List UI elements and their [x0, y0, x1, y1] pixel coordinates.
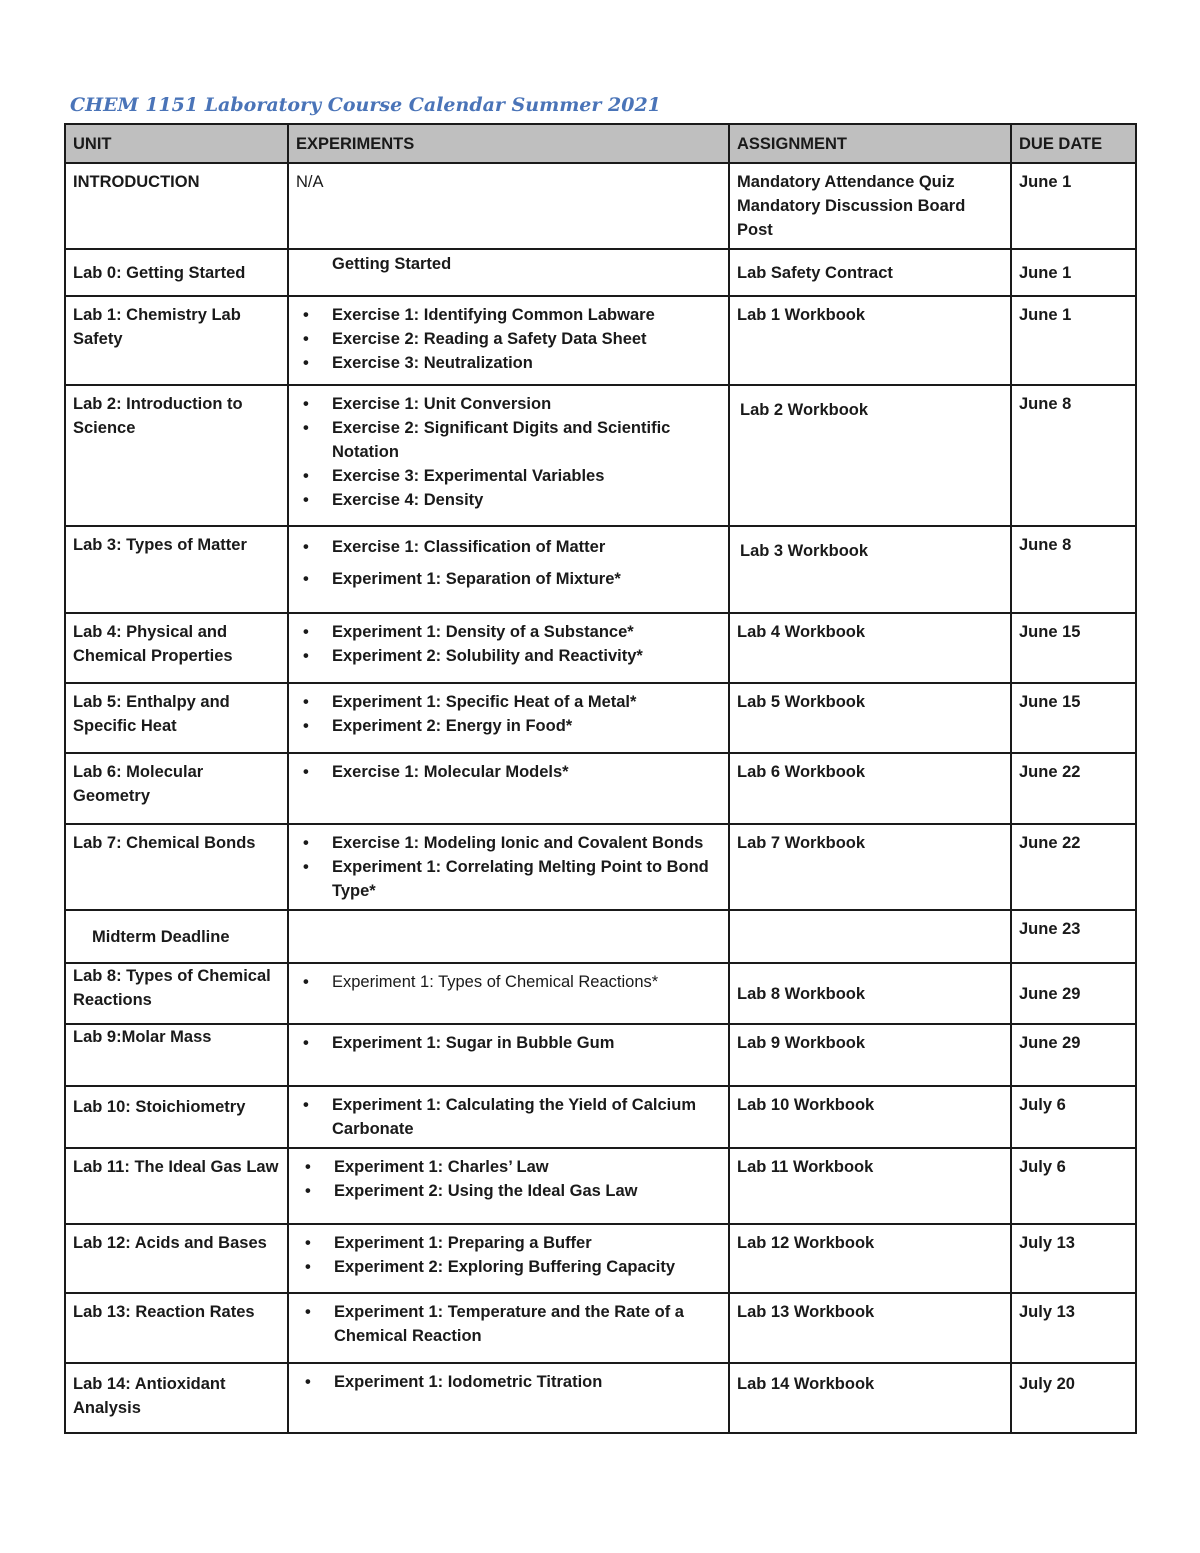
experiment-item: • Experiment 1: Types of Chemical Reactions* — [332, 970, 721, 994]
assignment-cell: Lab 9 Workbook — [729, 1024, 1011, 1086]
experiment-list — [296, 970, 721, 994]
experiments-cell — [288, 1293, 729, 1363]
experiment-item: • Exercise 3: Neutralization — [332, 351, 721, 375]
table-row — [65, 613, 1136, 683]
experiments-cell — [288, 824, 729, 910]
experiment-list — [296, 690, 721, 738]
assignment-cell: Lab 5 Workbook — [729, 683, 1011, 753]
unit-cell: Lab 2: Introduction to Science — [65, 385, 288, 526]
experiment-item: • Experiment 1: Density of a Substance* — [332, 620, 721, 644]
due-date-cell: June 1 — [1011, 296, 1136, 385]
table-row — [65, 1024, 1136, 1086]
assignment-cell: Lab 1 Workbook — [729, 296, 1011, 385]
experiments-cell — [288, 1024, 729, 1086]
experiment-item: • Experiment 1: Calculating the Yield of Calcium Carbonate — [332, 1093, 721, 1141]
due-date-cell: June 22 — [1011, 753, 1136, 824]
document-title: CHEM 1151 Laboratory Course Calendar Summer 2021 — [70, 94, 661, 116]
experiment-item: • Experiment 1: Separation of Mixture* — [332, 567, 721, 591]
experiment-list — [296, 1231, 721, 1279]
unit-cell: Lab 0: Getting Started — [65, 249, 288, 296]
table-row — [65, 1363, 1136, 1433]
due-date-cell: June 29 — [1011, 1024, 1136, 1086]
experiment-item: • Exercise 4: Density — [332, 488, 721, 512]
experiments-cell — [288, 683, 729, 753]
assignment-cell: Lab 14 Workbook — [729, 1363, 1011, 1433]
due-date-cell: June 23 — [1011, 910, 1136, 963]
header-experiments: EXPERIMENTS — [288, 124, 729, 163]
due-date-cell: July 6 — [1011, 1086, 1136, 1148]
assignment-cell: Lab 12 Workbook — [729, 1224, 1011, 1293]
experiment-list — [296, 831, 721, 903]
experiment-item: • Exercise 1: Modeling Ionic and Covalent Bonds — [332, 831, 721, 855]
table-row — [65, 1148, 1136, 1224]
header-due-date: DUE DATE — [1011, 124, 1136, 163]
unit-cell: Lab 14: Antioxidant Analysis — [65, 1363, 288, 1433]
assignment-cell — [729, 163, 1011, 249]
assignment-cell — [729, 910, 1011, 963]
experiment-list — [296, 535, 721, 591]
table-row — [65, 1224, 1136, 1293]
due-date-cell: June 29 — [1011, 963, 1136, 1024]
experiment-item: • Exercise 2: Significant Digits and Scientific Notation — [332, 416, 721, 464]
assignment-cell: Lab 10 Workbook — [729, 1086, 1011, 1148]
unit-cell: Lab 1: Chemistry Lab Safety — [65, 296, 288, 385]
experiment-item: • Experiment 1: Charles’ Law — [334, 1155, 721, 1179]
due-date-cell: July 13 — [1011, 1224, 1136, 1293]
experiment-list — [296, 760, 721, 784]
experiments-cell — [288, 1086, 729, 1148]
unit-cell: Lab 11: The Ideal Gas Law — [65, 1148, 288, 1224]
experiments-cell — [288, 1148, 729, 1224]
assignment-cell: Lab 13 Workbook — [729, 1293, 1011, 1363]
unit-cell: Lab 12: Acids and Bases — [65, 1224, 288, 1293]
table-row — [65, 249, 1136, 296]
experiments-cell — [288, 1224, 729, 1293]
unit-cell: Midterm Deadline — [65, 910, 288, 963]
due-date-cell: June 8 — [1011, 385, 1136, 526]
experiments-cell — [288, 385, 729, 526]
due-date-cell: June 15 — [1011, 613, 1136, 683]
table-row — [65, 296, 1136, 385]
experiment-item: • Experiment 1: Sugar in Bubble Gum — [332, 1031, 721, 1055]
assignment-item: Mandatory Discussion Board Post — [737, 197, 966, 239]
header-unit: UNIT — [65, 124, 288, 163]
experiment-item: • Exercise 1: Classification of Matter — [332, 535, 721, 559]
unit-cell: Lab 5: Enthalpy and Specific Heat — [65, 683, 288, 753]
due-date-cell: June 1 — [1011, 163, 1136, 249]
experiment-item: • Exercise 3: Experimental Variables — [332, 464, 721, 488]
experiment-list — [296, 1031, 721, 1055]
unit-cell: Lab 6: Molecular Geometry — [65, 753, 288, 824]
unit-cell: Lab 13: Reaction Rates — [65, 1293, 288, 1363]
experiment-item: • Exercise 1: Molecular Models* — [332, 760, 721, 784]
unit-cell: Lab 10: Stoichiometry — [65, 1086, 288, 1148]
experiment-item: • Experiment 2: Exploring Buffering Capacity — [334, 1255, 721, 1279]
unit-cell: Lab 3: Types of Matter — [65, 526, 288, 613]
assignment-cell: Lab 7 Workbook — [729, 824, 1011, 910]
experiments-cell — [288, 613, 729, 683]
due-date-cell: June 22 — [1011, 824, 1136, 910]
experiment-item: • Experiment 1: Iodometric Titration — [334, 1370, 721, 1394]
experiments-cell — [288, 249, 729, 296]
experiments-cell — [288, 526, 729, 613]
experiment-item: • Experiment 1: Correlating Melting Point to Bond Type* — [332, 855, 721, 903]
experiment-item: • Experiment 1: Specific Heat of a Metal* — [332, 690, 721, 714]
due-date-cell: July 6 — [1011, 1148, 1136, 1224]
assignment-cell: Lab 2 Workbook — [729, 385, 1011, 526]
due-date-cell: July 13 — [1011, 1293, 1136, 1363]
experiment-list — [296, 303, 721, 375]
experiment-item: • Experiment 1: Temperature and the Rate of a Chemical Reaction — [334, 1300, 721, 1348]
due-date-cell: July 20 — [1011, 1363, 1136, 1433]
experiment-list — [296, 1093, 721, 1141]
header-assignment: ASSIGNMENT — [729, 124, 1011, 163]
experiment-list — [296, 1370, 721, 1394]
experiment-item: • Exercise 1: Identifying Common Labware — [332, 303, 721, 327]
course-calendar-table — [64, 123, 1137, 1434]
experiments-cell — [288, 296, 729, 385]
experiments-cell: N/A — [288, 163, 729, 249]
assignment-cell: Lab Safety Contract — [729, 249, 1011, 296]
header-row — [65, 124, 1136, 163]
table-row — [65, 1086, 1136, 1148]
experiments-cell — [288, 753, 729, 824]
experiment-list — [296, 1155, 721, 1203]
experiments-cell — [288, 910, 729, 963]
table-row — [65, 1293, 1136, 1363]
table-row — [65, 910, 1136, 963]
table-row — [65, 824, 1136, 910]
unit-cell: Lab 8: Types of Chemical Reactions — [65, 963, 288, 1024]
table-row — [65, 526, 1136, 613]
assignment-item: Mandatory Attendance Quiz — [737, 173, 955, 191]
assignment-cell: Lab 6 Workbook — [729, 753, 1011, 824]
experiments-cell — [288, 963, 729, 1024]
assignment-cell: Lab 8 Workbook — [729, 963, 1011, 1024]
due-date-cell: June 8 — [1011, 526, 1136, 613]
assignment-cell: Lab 11 Workbook — [729, 1148, 1011, 1224]
assignment-cell: Lab 4 Workbook — [729, 613, 1011, 683]
due-date-cell: June 15 — [1011, 683, 1136, 753]
experiment-list — [296, 392, 721, 512]
experiment-item: • Experiment 1: Preparing a Buffer — [334, 1231, 721, 1255]
experiment-item: • Experiment 2: Using the Ideal Gas Law — [334, 1179, 721, 1203]
experiment-item: • Exercise 2: Reading a Safety Data Sheet — [332, 327, 721, 351]
due-date-cell: June 1 — [1011, 249, 1136, 296]
experiment-item: • Experiment 2: Solubility and Reactivity* — [332, 644, 721, 668]
table-row — [65, 683, 1136, 753]
experiment-list — [296, 1300, 721, 1348]
table-row — [65, 963, 1136, 1024]
experiment-item: • Exercise 1: Unit Conversion — [332, 392, 721, 416]
unit-cell: Lab 7: Chemical Bonds — [65, 824, 288, 910]
unit-cell: Lab 9:Molar Mass — [65, 1024, 288, 1086]
assignment-cell: Lab 3 Workbook — [729, 526, 1011, 613]
experiment-list — [296, 620, 721, 668]
table-row — [65, 753, 1136, 824]
unit-cell: Lab 4: Physical and Chemical Properties — [65, 613, 288, 683]
table-row — [65, 163, 1136, 249]
unit-cell: INTRODUCTION — [65, 163, 288, 249]
experiment-text: Getting Started — [332, 255, 452, 273]
experiment-item: • Experiment 2: Energy in Food* — [332, 714, 721, 738]
experiments-cell — [288, 1363, 729, 1433]
table-row — [65, 385, 1136, 526]
